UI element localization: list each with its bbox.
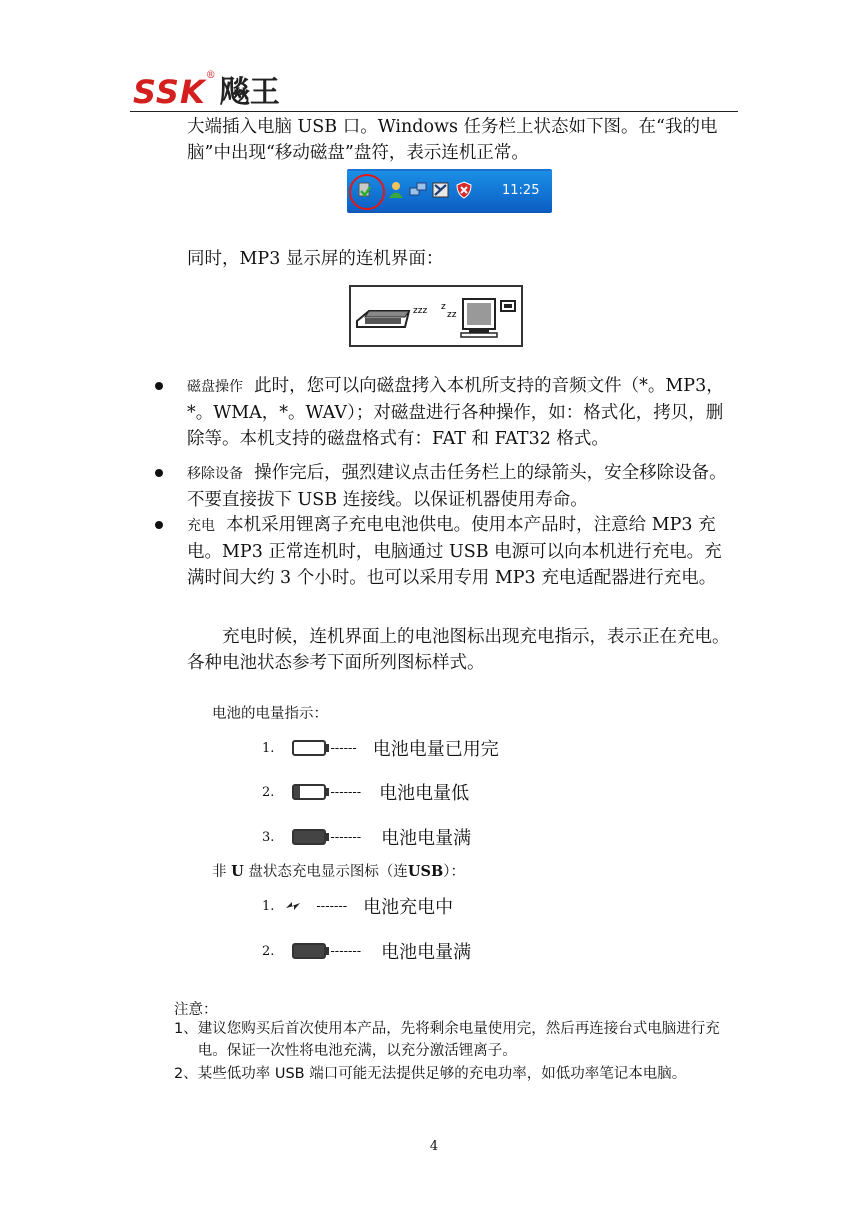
svg-text:zzz: zzz bbox=[413, 306, 428, 316]
item-label: 电池电量满 bbox=[381, 828, 472, 849]
battery-item bbox=[262, 779, 469, 805]
title-usb: USB bbox=[407, 863, 444, 880]
brand-chinese: 飚王 bbox=[219, 75, 280, 110]
bullet-disk-ops bbox=[187, 373, 739, 452]
intro-paragraph: 大端插入电脑 USB 口。Windows 任务栏上状态如下图。在“我的电脑”中出现“移动磁盘”盘符，表示连机正常。 bbox=[187, 117, 718, 163]
item-number: 1. bbox=[262, 740, 275, 756]
title-part: 非 bbox=[212, 864, 227, 880]
bullet-term: 充电 bbox=[187, 518, 215, 534]
note-prefix: 2、 bbox=[174, 1066, 198, 1082]
item-number: 1. bbox=[262, 898, 275, 914]
svg-text:z: z bbox=[441, 302, 446, 312]
item-dash: ------- bbox=[330, 784, 362, 800]
item-label: 电池电量低 bbox=[379, 783, 470, 804]
tool-icon bbox=[432, 181, 450, 199]
mp3-screen-caption: 同时，MP3 显示屏的连机界面： bbox=[187, 249, 444, 269]
bullet-dot bbox=[155, 469, 163, 477]
battery-item bbox=[262, 735, 499, 761]
item-dash: ------- bbox=[330, 829, 362, 845]
note-item bbox=[174, 1063, 740, 1085]
item-label: 电池充电中 bbox=[363, 897, 454, 918]
title-part: 盘状态充电显示图标（连 bbox=[248, 864, 408, 880]
battery-section-title: 电池的电量指示： bbox=[212, 706, 328, 722]
header-rule bbox=[130, 111, 738, 112]
charge-paragraph: 充电时候，连机界面上的电池图标出现充电指示，表示正在充电。各种电池状态参考下面所列图标样式。 bbox=[187, 627, 730, 673]
note-prefix: 1、 bbox=[174, 1021, 198, 1037]
battery-full-icon bbox=[292, 943, 326, 959]
user-icon bbox=[387, 181, 405, 199]
bullet-text: 操作完后，强烈建议点击任务栏上的绿箭头，安全移除设备。不要直接拔下 USB 连接线。以保证机器使用寿命。 bbox=[187, 463, 727, 510]
item-dash: ------ bbox=[330, 740, 357, 756]
item-label: 电池电量已用完 bbox=[372, 739, 499, 760]
taskbar-tray bbox=[347, 171, 552, 211]
taskbar-clock: 11:25 bbox=[502, 183, 540, 198]
bullet-dot bbox=[155, 382, 163, 390]
battery-empty-icon bbox=[292, 740, 326, 756]
brand-logo bbox=[133, 66, 280, 111]
bullet-term: 移除设备 bbox=[187, 466, 243, 482]
charge-section-title bbox=[212, 860, 465, 881]
battery-low-icon bbox=[292, 784, 326, 800]
mp3-connection-screen bbox=[349, 285, 523, 347]
battery-full-icon bbox=[292, 829, 326, 845]
bullet-text: 此时，您可以向磁盘拷入本机所支持的音频文件（*。MP3，*。WMA，*。WAV）；对磁盘进行各种操作，如：格式化，拷贝，删除等。本机支持的磁盘格式有：FAT 和 FAT32 格式。 bbox=[187, 376, 724, 449]
bullet-remove-device bbox=[187, 460, 739, 513]
brand-registered-mark: ® bbox=[205, 70, 216, 81]
page-number: 4 bbox=[429, 1139, 439, 1154]
svg-text:zz: zz bbox=[447, 310, 457, 320]
network-icon bbox=[409, 181, 427, 199]
item-number: 2. bbox=[262, 784, 275, 800]
shield-icon bbox=[455, 181, 473, 199]
usb-device-icon bbox=[356, 181, 374, 199]
note-text: 某些低功率 USB 端口可能无法提供足够的充电功率，如低功率笔记本电脑。 bbox=[197, 1066, 687, 1082]
battery-item bbox=[262, 824, 471, 850]
bullet-dot bbox=[155, 521, 163, 529]
bullet-text: 本机采用锂离子充电电池供电。使用本产品时，注意给 MP3 充电。MP3 正常连机时，电脑通过 USB 电源可以向本机进行充电。充满时间大约 3 个小时。也可以采用专用 MP3 充电适配器进行充电。 bbox=[187, 515, 722, 588]
brand-latin: SSK bbox=[133, 73, 206, 111]
item-label: 电池电量满 bbox=[381, 942, 472, 963]
bullet-charging bbox=[187, 512, 739, 591]
taskbar-screenshot bbox=[347, 169, 552, 213]
note-text: 建议您购买后首次使用本产品，先将剩余电量使用完，然后再连接台式电脑进行充电。保证一次性将电池充满，以充分激活锂离子。 bbox=[197, 1021, 720, 1059]
charge-item bbox=[262, 893, 453, 919]
note-item bbox=[174, 1018, 740, 1062]
charge-item bbox=[262, 938, 471, 964]
usb-connect-illustration bbox=[351, 287, 521, 345]
item-dash: ------- bbox=[316, 898, 348, 914]
item-number: 3. bbox=[262, 829, 275, 845]
charging-bolt-icon bbox=[284, 899, 302, 913]
item-number: 2. bbox=[262, 943, 275, 959]
bullet-term: 磁盘操作 bbox=[187, 379, 243, 395]
title-part: ）： bbox=[443, 864, 465, 880]
item-dash: ------- bbox=[330, 943, 362, 959]
title-u: U bbox=[231, 863, 244, 880]
notes-title: 注意： bbox=[174, 1002, 218, 1018]
